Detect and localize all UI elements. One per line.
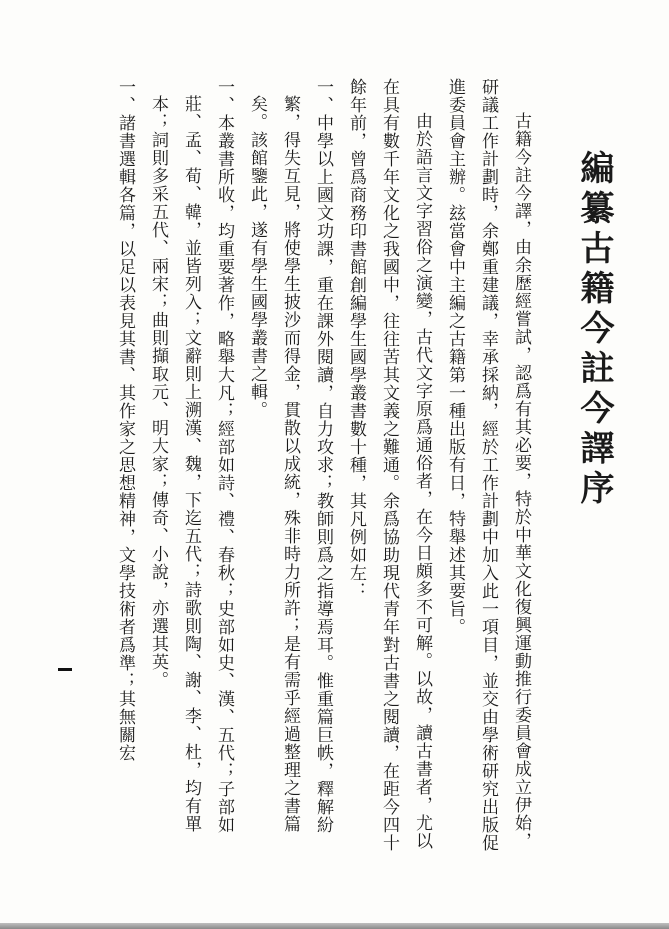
list-item-rule-2: 一、本叢書所收，均重要著作，略舉大凡；經部如詩、禮、春秋；史部如史、漢、五代；子部如莊、孟、荀、韓，並皆列入；文辭則上溯漢、魏，下迄五代；詩歌則陶、謝、李、杜，均有單本；詞則多采五代、兩宋；曲則擷取元、明大家；傳奇、小說，亦選其英。: [148, 78, 234, 834]
scan-bottom-edge: [0, 923, 669, 929]
page-title: 編纂古籍今註今譯序: [574, 150, 614, 510]
page-number: [58, 668, 72, 671]
paragraph-background: 由於語言文字習俗之演變，古代文字原爲通俗者，在今日頗多不可解。以故，讀古書者，尤以在具有數千年文化之我國中，往往苦其文義之難通。余爲協助現代青年對古書之閱讀，在距今四十餘年前，曾爲商務印書館創編學生國學叢書數十種，其凡例如左：: [346, 78, 432, 852]
list-item-rule-3: 一、諸書選輯各篇，以足以表見其書、其作家之思想精神，文學技術者爲準；其無關宏: [115, 78, 135, 762]
vertical-text-column-block: [51, 78, 614, 858]
paragraph-intro: 古籍今註今譯，由余歷經嘗試，認爲有其必要，特於中華文化復興運動推行委員會成立伊始，研議工作計劃時，余鄭重建議，幸承採納，經於工作計劃中加入此一項目，並交由學術研究出版促進委員會主辦。玆當會中主編之古籍第一種出版有日，特舉述其要旨。: [445, 78, 531, 852]
list-item-rule-1: 一、中學以上國文功課，重在課外閱讀，自力攻求；教師則爲之指導焉耳。惟重篇巨帙，釋解紛繁，得失互見，將使學生披沙而得金，貫散以成統，殊非時力所許；是有需乎經過整理之書篇矣。該館鑒此，遂有學生國學叢書之輯。: [247, 78, 333, 834]
